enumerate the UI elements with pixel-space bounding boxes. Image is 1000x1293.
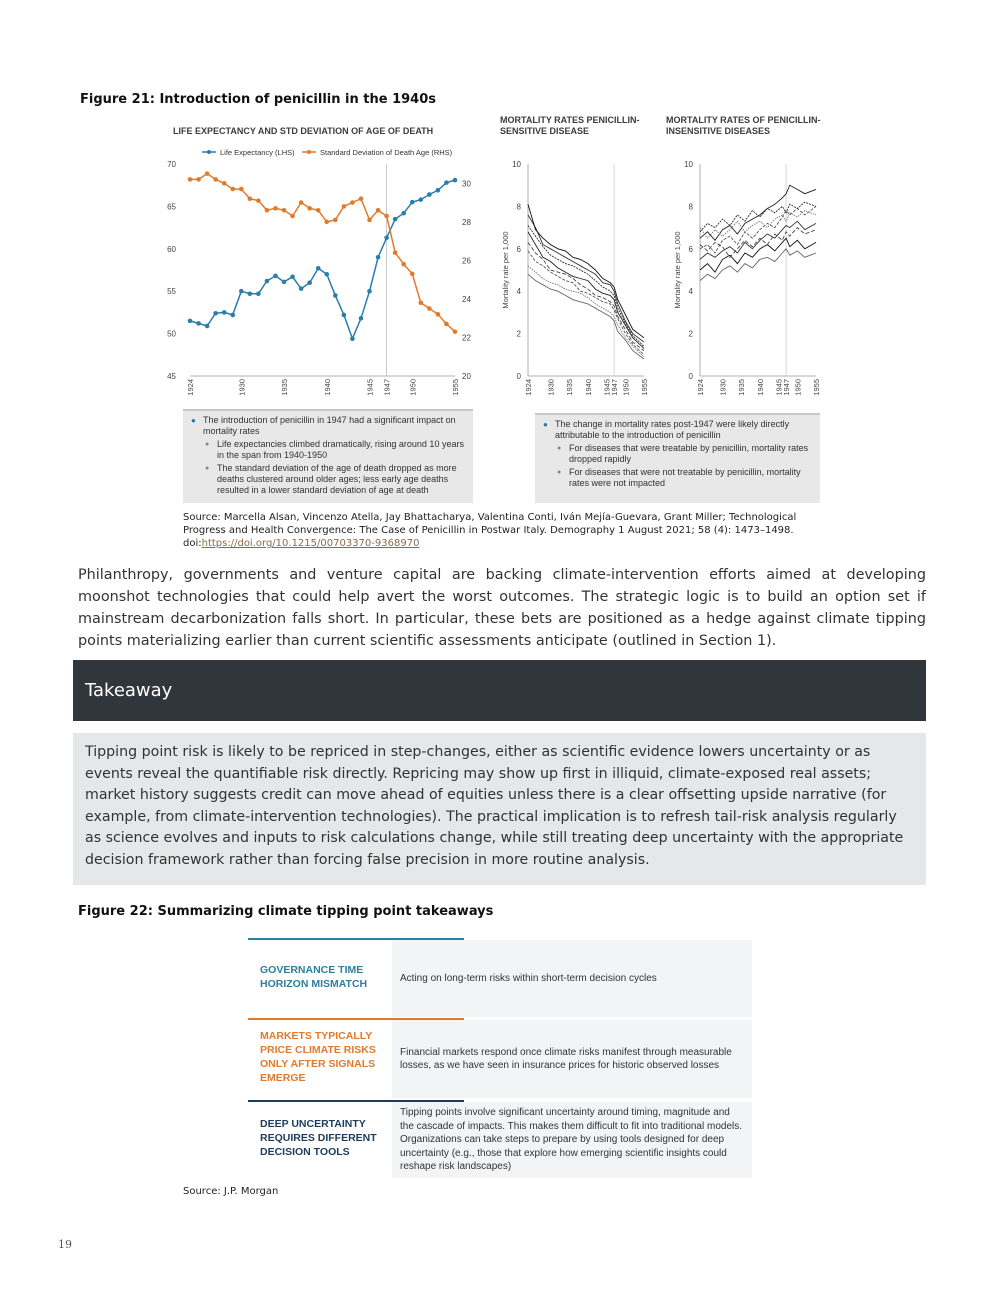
y-axis-label: Mortality rate per 1,000 bbox=[673, 231, 682, 309]
takeaway-row-markets bbox=[248, 1018, 752, 1100]
data-point bbox=[324, 220, 329, 225]
data-point bbox=[359, 196, 364, 201]
data-point bbox=[444, 322, 449, 327]
x-axis-tick-label: 1940 bbox=[583, 379, 593, 396]
data-point bbox=[213, 177, 218, 182]
data-point bbox=[393, 250, 398, 255]
takeaway-header bbox=[73, 660, 926, 721]
data-point bbox=[316, 266, 321, 271]
mortality-series-line bbox=[528, 266, 644, 357]
y-axis-tick-label: 10 bbox=[684, 160, 693, 169]
data-point bbox=[376, 208, 381, 213]
x-axis-tick-label: 1930 bbox=[237, 379, 247, 396]
data-point bbox=[453, 329, 458, 334]
data-point bbox=[239, 187, 244, 192]
x-axis-tick-label: 1945 bbox=[365, 379, 375, 396]
x-axis-tick-label: 1955 bbox=[640, 379, 649, 396]
left-axis-tick-label: 65 bbox=[167, 202, 176, 212]
x-axis-tick-label: 1955 bbox=[451, 379, 460, 396]
x-axis-tick-label: 1940 bbox=[755, 379, 765, 396]
data-point bbox=[196, 177, 201, 182]
notes-left-sub1: ● Life expectancies climbed dramatically, rising around 10 years in the span from 1940-1950 bbox=[189, 439, 467, 461]
right-axis-tick-label: 28 bbox=[462, 217, 471, 227]
life-expectancy-chart bbox=[160, 140, 485, 405]
row-description: Tipping points involve significant uncertainty around timing, magnitude and the cascade of impacts. This makes them difficult to fit into traditional models. Organizations can take steps to prepare by using tools designed for deep uncertainty (e.g., those that explore how emerging scientific insights could reshape risk landscapes) bbox=[392, 1102, 752, 1178]
data-point bbox=[248, 196, 253, 201]
data-point bbox=[359, 316, 364, 321]
data-point bbox=[367, 289, 372, 294]
y-axis-tick-label: 6 bbox=[516, 244, 521, 254]
x-axis-tick-label: 1955 bbox=[812, 379, 821, 396]
mortality-series-line bbox=[700, 211, 816, 239]
series-line bbox=[190, 180, 455, 339]
legend-entry: Life Expectancy (LHS) bbox=[220, 148, 295, 157]
notes-left-main: ● The introduction of penicillin in 1947 had a significant impact on mortality rates bbox=[189, 415, 467, 437]
data-point bbox=[205, 171, 210, 176]
x-axis-tick-label: 1924 bbox=[696, 379, 705, 396]
left-axis-tick-label: 60 bbox=[167, 244, 176, 254]
data-point bbox=[230, 187, 235, 192]
data-point bbox=[196, 321, 201, 326]
data-point bbox=[205, 324, 210, 329]
x-axis-tick-label: 1950 bbox=[408, 379, 418, 396]
data-point bbox=[188, 177, 193, 182]
data-point bbox=[188, 319, 193, 324]
figure-21-source-text: Source: Marcella Alsan, Vincenzo Atella, Jay Bhattacharya, Valentina Conti, Iván Mejía-Guevara, Grant Miller; Technological Progress and Health Convergence: The Case of Penicillin in Postwar Italy. Demography 1 August 2021; 58 (4): 1473–1498. doi: bbox=[183, 512, 797, 549]
figure-22-source: Source: J.P. Morgan bbox=[183, 1186, 279, 1197]
y-axis-tick-label: 0 bbox=[688, 372, 693, 381]
data-point bbox=[436, 312, 441, 317]
y-axis-tick-label: 4 bbox=[688, 287, 693, 297]
data-point bbox=[248, 291, 253, 296]
data-point bbox=[256, 198, 261, 203]
penicillin-insensitive-chart bbox=[668, 150, 830, 405]
x-axis-tick-label: 1935 bbox=[565, 379, 575, 396]
data-point bbox=[213, 311, 218, 316]
notes-right-sub2: ● For diseases that were not treatable by penicillin, mortality rates were not impacted bbox=[541, 467, 814, 489]
row-label: GOVERNANCE TIME HORIZON MISMATCH bbox=[260, 964, 368, 990]
takeaway-text: Tipping point risk is likely to be repriced in step-changes, either as scientific evidence lowers uncertainty or as events reveal the quantifiable risk directly. Repricing may show up first in illiquid, climate-exposed real assets; market history suggests credit can move ahead of equities unless there is a clear offsetting upside narrative (for example, from climate-intervention technologies). The practical implication is to refresh tail-risk analysis regularly as science evolves and inputs to risk calculations change, while still treating deep uncertainty with the appropriate decision framework rather than forcing false precision in more routine analysis. bbox=[85, 744, 904, 868]
data-point bbox=[333, 293, 338, 298]
mortality-series-line bbox=[528, 251, 644, 355]
x-axis-tick-label: 1935 bbox=[280, 379, 290, 396]
notes-right bbox=[535, 413, 820, 503]
legend-swatch-marker bbox=[207, 150, 211, 154]
x-axis-tick-label: 1950 bbox=[793, 379, 803, 396]
data-point bbox=[384, 214, 389, 219]
x-axis-tick-label: 1940 bbox=[322, 379, 332, 396]
takeaway-title: Takeaway bbox=[85, 680, 173, 701]
chart-3-title: MORTALITY RATES OF PENICILLIN-INSENSITIVE DISEASES bbox=[666, 115, 821, 136]
penicillin-sensitive-chart bbox=[496, 150, 658, 405]
data-point bbox=[273, 206, 278, 211]
data-point bbox=[384, 235, 389, 240]
data-point bbox=[393, 217, 398, 222]
left-axis-tick-label: 70 bbox=[167, 160, 176, 169]
notes-left bbox=[183, 409, 473, 503]
x-axis-tick-label: 1947 bbox=[782, 379, 792, 396]
y-axis-tick-label: 8 bbox=[516, 202, 521, 212]
data-point bbox=[427, 192, 432, 197]
row-label: DEEP UNCERTAINTY REQUIRES DIFFERENT DECISION TOOLS bbox=[260, 1118, 377, 1158]
right-axis-tick-label: 26 bbox=[462, 256, 471, 266]
figure-21-source bbox=[183, 511, 823, 550]
x-axis-tick-label: 1935 bbox=[737, 379, 747, 396]
data-point bbox=[265, 279, 270, 284]
row-description: Financial markets respond once climate risks manifest through measurable losses, as we have seen in insurance prices for historic observed losses bbox=[392, 1020, 752, 1098]
data-point bbox=[401, 211, 406, 216]
data-point bbox=[256, 291, 261, 296]
notes-right-main: ● The change in mortality rates post-1947 were likely directly attributable to the introduction of penicillin bbox=[541, 419, 814, 441]
takeaway-row-governance bbox=[248, 938, 752, 1018]
data-point bbox=[444, 180, 449, 185]
data-point bbox=[453, 178, 458, 183]
takeaway-row-uncertainty bbox=[248, 1100, 752, 1178]
data-point bbox=[307, 280, 312, 285]
data-point bbox=[273, 274, 278, 279]
doi-link[interactable]: https://doi.org/10.1215/00703370-9368970 bbox=[201, 538, 420, 549]
left-axis-tick-label: 50 bbox=[167, 329, 176, 339]
y-axis-tick-label: 2 bbox=[688, 329, 693, 339]
left-axis-tick-label: 45 bbox=[167, 372, 176, 381]
y-axis-tick-label: 2 bbox=[516, 329, 521, 339]
data-point bbox=[350, 200, 355, 205]
mortality-series-line bbox=[528, 204, 644, 337]
x-axis-tick-label: 1930 bbox=[546, 379, 556, 396]
chart-2-title: MORTALITY RATES PENICILLIN-SENSITIVE DISEASE bbox=[500, 115, 640, 136]
data-point bbox=[419, 300, 424, 305]
data-point bbox=[436, 188, 441, 193]
y-axis-tick-label: 4 bbox=[516, 287, 521, 297]
data-point bbox=[401, 262, 406, 267]
legend-entry: Standard Deviation of Death Age (RHS) bbox=[320, 148, 453, 157]
figure-21-title: Figure 21: Introduction of penicillin in the 1940s bbox=[80, 92, 436, 107]
data-point bbox=[299, 286, 304, 291]
data-point bbox=[324, 272, 329, 277]
row-description: Acting on long-term risks within short-term decision cycles bbox=[392, 940, 752, 1017]
data-point bbox=[342, 313, 347, 318]
data-point bbox=[282, 280, 287, 285]
data-point bbox=[290, 214, 295, 219]
y-axis-tick-label: 6 bbox=[688, 244, 693, 254]
right-axis-tick-label: 30 bbox=[462, 179, 471, 189]
mortality-series-line bbox=[700, 249, 816, 281]
right-axis-tick-label: 20 bbox=[462, 372, 471, 381]
x-axis-tick-label: 1947 bbox=[610, 379, 620, 396]
data-point bbox=[307, 206, 312, 211]
data-point bbox=[419, 197, 424, 202]
body-paragraph: Philanthropy, governments and venture capital are backing climate-intervention efforts aimed at developing moonshot technologies that could help avert the worst outcomes. The strategic logic is to build an option set if mainstream decarbonization falls short. In particular, these bets are positioned as a hedge against climate tipping points materializing earlier than current scientific assessments anticipate (outlined in Section 1). bbox=[78, 567, 926, 649]
mortality-series-line bbox=[700, 221, 816, 259]
x-axis-tick-label: 1950 bbox=[621, 379, 631, 396]
x-axis-tick-label: 1945 bbox=[774, 379, 784, 396]
data-point bbox=[427, 306, 432, 311]
chart-1-title: LIFE EXPECTANCY AND STD DEVIATION OF AGE OF DEATH bbox=[173, 126, 434, 136]
y-axis-tick-label: 0 bbox=[516, 372, 521, 381]
x-axis-tick-label: 1930 bbox=[718, 379, 728, 396]
page-number: 19 bbox=[58, 1238, 72, 1251]
data-point bbox=[265, 208, 270, 213]
series-line bbox=[190, 174, 455, 332]
legend-swatch-marker bbox=[307, 150, 311, 154]
data-point bbox=[299, 200, 304, 205]
data-point bbox=[350, 336, 355, 341]
y-axis-tick-label: 10 bbox=[512, 160, 521, 169]
x-axis-tick-label: 1945 bbox=[602, 379, 612, 396]
mortality-series-line bbox=[528, 215, 644, 342]
data-point bbox=[239, 289, 244, 294]
data-point bbox=[333, 218, 338, 223]
figure-22-title: Figure 22: Summarizing climate tipping point takeaways bbox=[78, 904, 494, 919]
data-point bbox=[342, 204, 347, 209]
notes-right-sub1: ● For diseases that were treatable by penicillin, mortality rates dropped rapidly bbox=[541, 443, 814, 465]
mortality-series-line bbox=[700, 202, 816, 232]
data-point bbox=[410, 200, 415, 205]
mortality-series-line bbox=[700, 206, 816, 253]
data-point bbox=[230, 313, 235, 318]
takeaway-box bbox=[73, 733, 926, 885]
data-point bbox=[222, 310, 227, 315]
right-axis-tick-label: 22 bbox=[462, 333, 471, 343]
data-point bbox=[367, 218, 372, 223]
x-axis-tick-label: 1947 bbox=[382, 379, 392, 396]
notes-left-sub2: ● The standard deviation of the age of death dropped as more deaths clustered around older ages; less early age deaths resulted in a lower standard deviation of age at death bbox=[189, 463, 467, 496]
y-axis-label: Mortality rate per 1,000 bbox=[501, 231, 510, 309]
data-point bbox=[282, 208, 287, 213]
data-point bbox=[376, 255, 381, 260]
data-point bbox=[290, 274, 295, 279]
x-axis-tick-label: 1924 bbox=[524, 379, 533, 396]
right-axis-tick-label: 24 bbox=[462, 294, 471, 304]
y-axis-tick-label: 8 bbox=[688, 202, 693, 212]
data-point bbox=[316, 208, 321, 213]
row-label: MARKETS TYPICALLY PRICE CLIMATE RISKS ONLY AFTER SIGNALS EMERGE bbox=[260, 1030, 376, 1084]
left-axis-tick-label: 55 bbox=[167, 287, 176, 297]
x-axis-tick-label: 1924 bbox=[186, 379, 195, 396]
data-point bbox=[222, 181, 227, 186]
data-point bbox=[410, 272, 415, 277]
